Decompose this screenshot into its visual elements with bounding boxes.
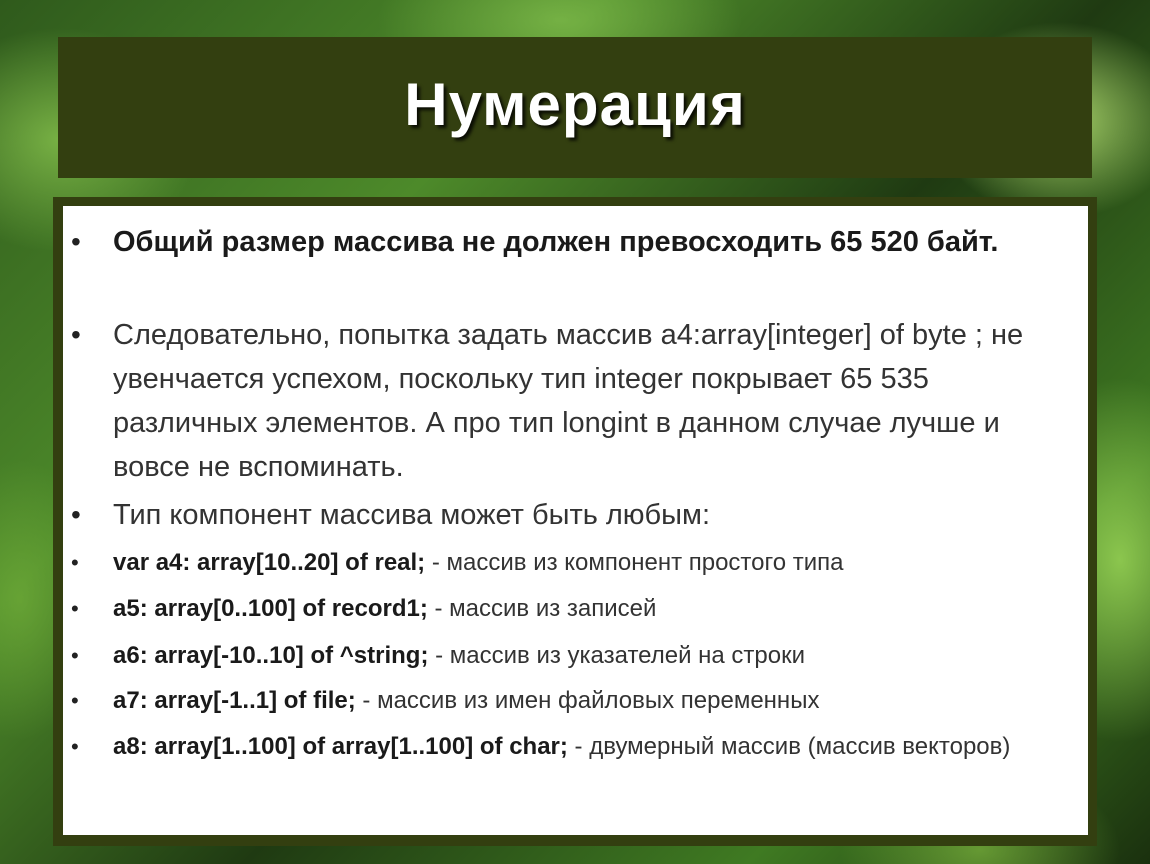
- code-text: a5: array[0..100] of record1;: [113, 595, 428, 622]
- bullet-icon: •: [71, 643, 79, 668]
- bullet-text: - массив из указателей на строки: [428, 642, 806, 669]
- bullet-icon: •: [71, 550, 79, 575]
- content-box: [63, 206, 1088, 835]
- content-frame: [53, 197, 1097, 846]
- code-text: a8: array[1..100] of array[1..100] of char;: [113, 733, 568, 760]
- bullet-icon: •: [71, 319, 81, 350]
- slide-title: Нумерация: [404, 71, 746, 138]
- code-text: var a4: array[10..20] of real;: [113, 549, 426, 576]
- bullet-icon: •: [71, 596, 79, 621]
- bullet-icon: •: [71, 226, 81, 257]
- slide-title-bar: [58, 37, 1092, 178]
- bullet-icon: •: [71, 499, 81, 530]
- bullet-text: Тип компонент массива может быть любым:: [113, 499, 711, 531]
- code-text: a7: array[-1..1] of file;: [113, 687, 356, 714]
- bullet-icon: •: [71, 688, 79, 713]
- bullet-text: - массив из записей: [427, 595, 657, 622]
- bullet-text: Следовательно, попытка задать массив a4:array[integer] of byte ; не увенчается успехом, поскольку тип integer покрывает 65 535 различных элементов. А про тип longint в данном случае лучше и вовсе не вспоминать.: [113, 319, 1024, 483]
- code-text: a6: array[-10..10] of ^string;: [113, 642, 429, 669]
- bullet-text: - массив из компонент простого типа: [425, 549, 844, 576]
- bullet-text: - массив из имен файловых переменных: [355, 687, 820, 714]
- bullet-text: - двумерный массив (массив векторов): [567, 733, 1011, 760]
- bullet-icon: •: [71, 734, 79, 759]
- bullet-bold-text: Общий размер массива не должен превосходить 65 520 байт.: [113, 226, 999, 258]
